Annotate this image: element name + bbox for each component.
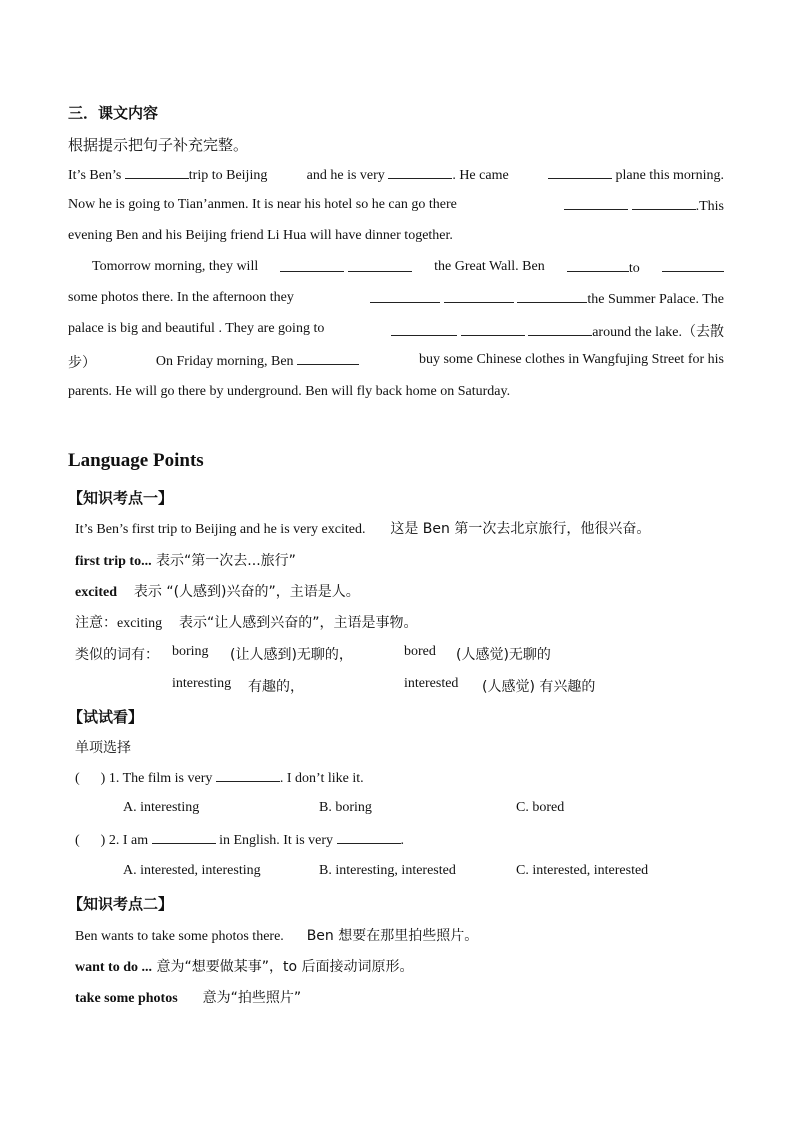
blank[interactable] [391,323,457,336]
passage-line-2: Now he is going to Tian’anmen. It is near his hotel so he can go there .This [68,197,724,214]
blank[interactable] [444,290,514,303]
passage-line-3: evening Ben and his Beijing friend Li Hua will have dinner together. [68,228,453,243]
answer-blank[interactable] [337,831,401,844]
passage-line-7: 步） On Friday morning, Ben buy some Chinese clothes in Wangfujing Street for his [68,352,724,371]
answer-blank[interactable] [152,831,216,844]
section3-instruction: 根据提示把句子补充完整。 [68,136,249,154]
try-header: 【试试看】 [68,708,144,726]
blank[interactable] [280,259,344,272]
blank[interactable] [370,290,440,303]
point2-line2: take some photos 意为“拍些照片” [75,990,302,1006]
blank[interactable] [517,290,587,303]
point1-line2: excited 表示 “(人感到)兴奋的”，主语是人。 [75,584,360,600]
blank[interactable] [125,166,189,179]
point2-line1: want to do ... 意为“想要做某事”，to 后面接动词原形。 [75,959,414,975]
question-1: ( ) 1. The film is very . I don’t like it. [75,771,364,786]
option-c[interactable]: C. bored [516,800,565,815]
point1-pairs-row-1: 类似的词有： boring (让人感到)无聊的， bored (人感觉)无聊的 [75,644,551,663]
option-a[interactable]: A. interested, interesting [123,863,261,878]
blank[interactable] [662,259,724,272]
try-subheader: 单项选择 [75,740,131,756]
point1-example: It’s Ben’s first trip to Beijing and he is very excited. 这是 Ben 第一次去北京旅行，他很兴奋。 [75,521,651,537]
option-b[interactable]: B. interesting, interested [319,863,456,878]
blank[interactable] [632,197,696,210]
passage-line-6: palace is big and beautiful . They are going to around the lake.（去散 [68,321,724,340]
point1-line1: first trip to... 表示“第一次去...旅行” [75,553,296,569]
blank[interactable] [548,166,612,179]
blank[interactable] [461,323,525,336]
passage-line-5: some photos there. In the afternoon they the Summer Palace. The [68,290,724,307]
blank[interactable] [564,197,628,210]
option-c[interactable]: C. interested, interested [516,863,649,878]
passage-line-1: It’s Ben’s trip to Beijing and he is very . He came plane this morning. [68,168,724,183]
option-b[interactable]: B. boring [319,800,372,815]
passage-line-4: Tomorrow morning, they will the Great Wall. Ben to [92,259,724,277]
section3-title: 三．课文内容 [68,104,159,122]
point2-example: Ben wants to take some photos there. Ben 想要在那里拍些照片。 [75,928,479,944]
option-a[interactable]: A. interesting [123,800,200,815]
blank[interactable] [567,259,629,272]
point1-line3: 注意：exciting 表示“让人感到兴奋的”，主语是事物。 [75,615,418,631]
question-2: ( ) 2. I am in English. It is very . [75,833,405,848]
blank[interactable] [528,323,592,336]
blank[interactable] [388,166,452,179]
blank[interactable] [297,352,359,365]
language-points-title: Language Points [68,450,204,471]
point2-header: 【知识考点二】 [68,895,174,913]
point1-header: 【知识考点一】 [68,489,174,507]
answer-blank[interactable] [216,769,280,782]
blank[interactable] [348,259,412,272]
passage-line-8: parents. He will go there by underground. Ben will fly back home on Saturday. [68,384,511,399]
